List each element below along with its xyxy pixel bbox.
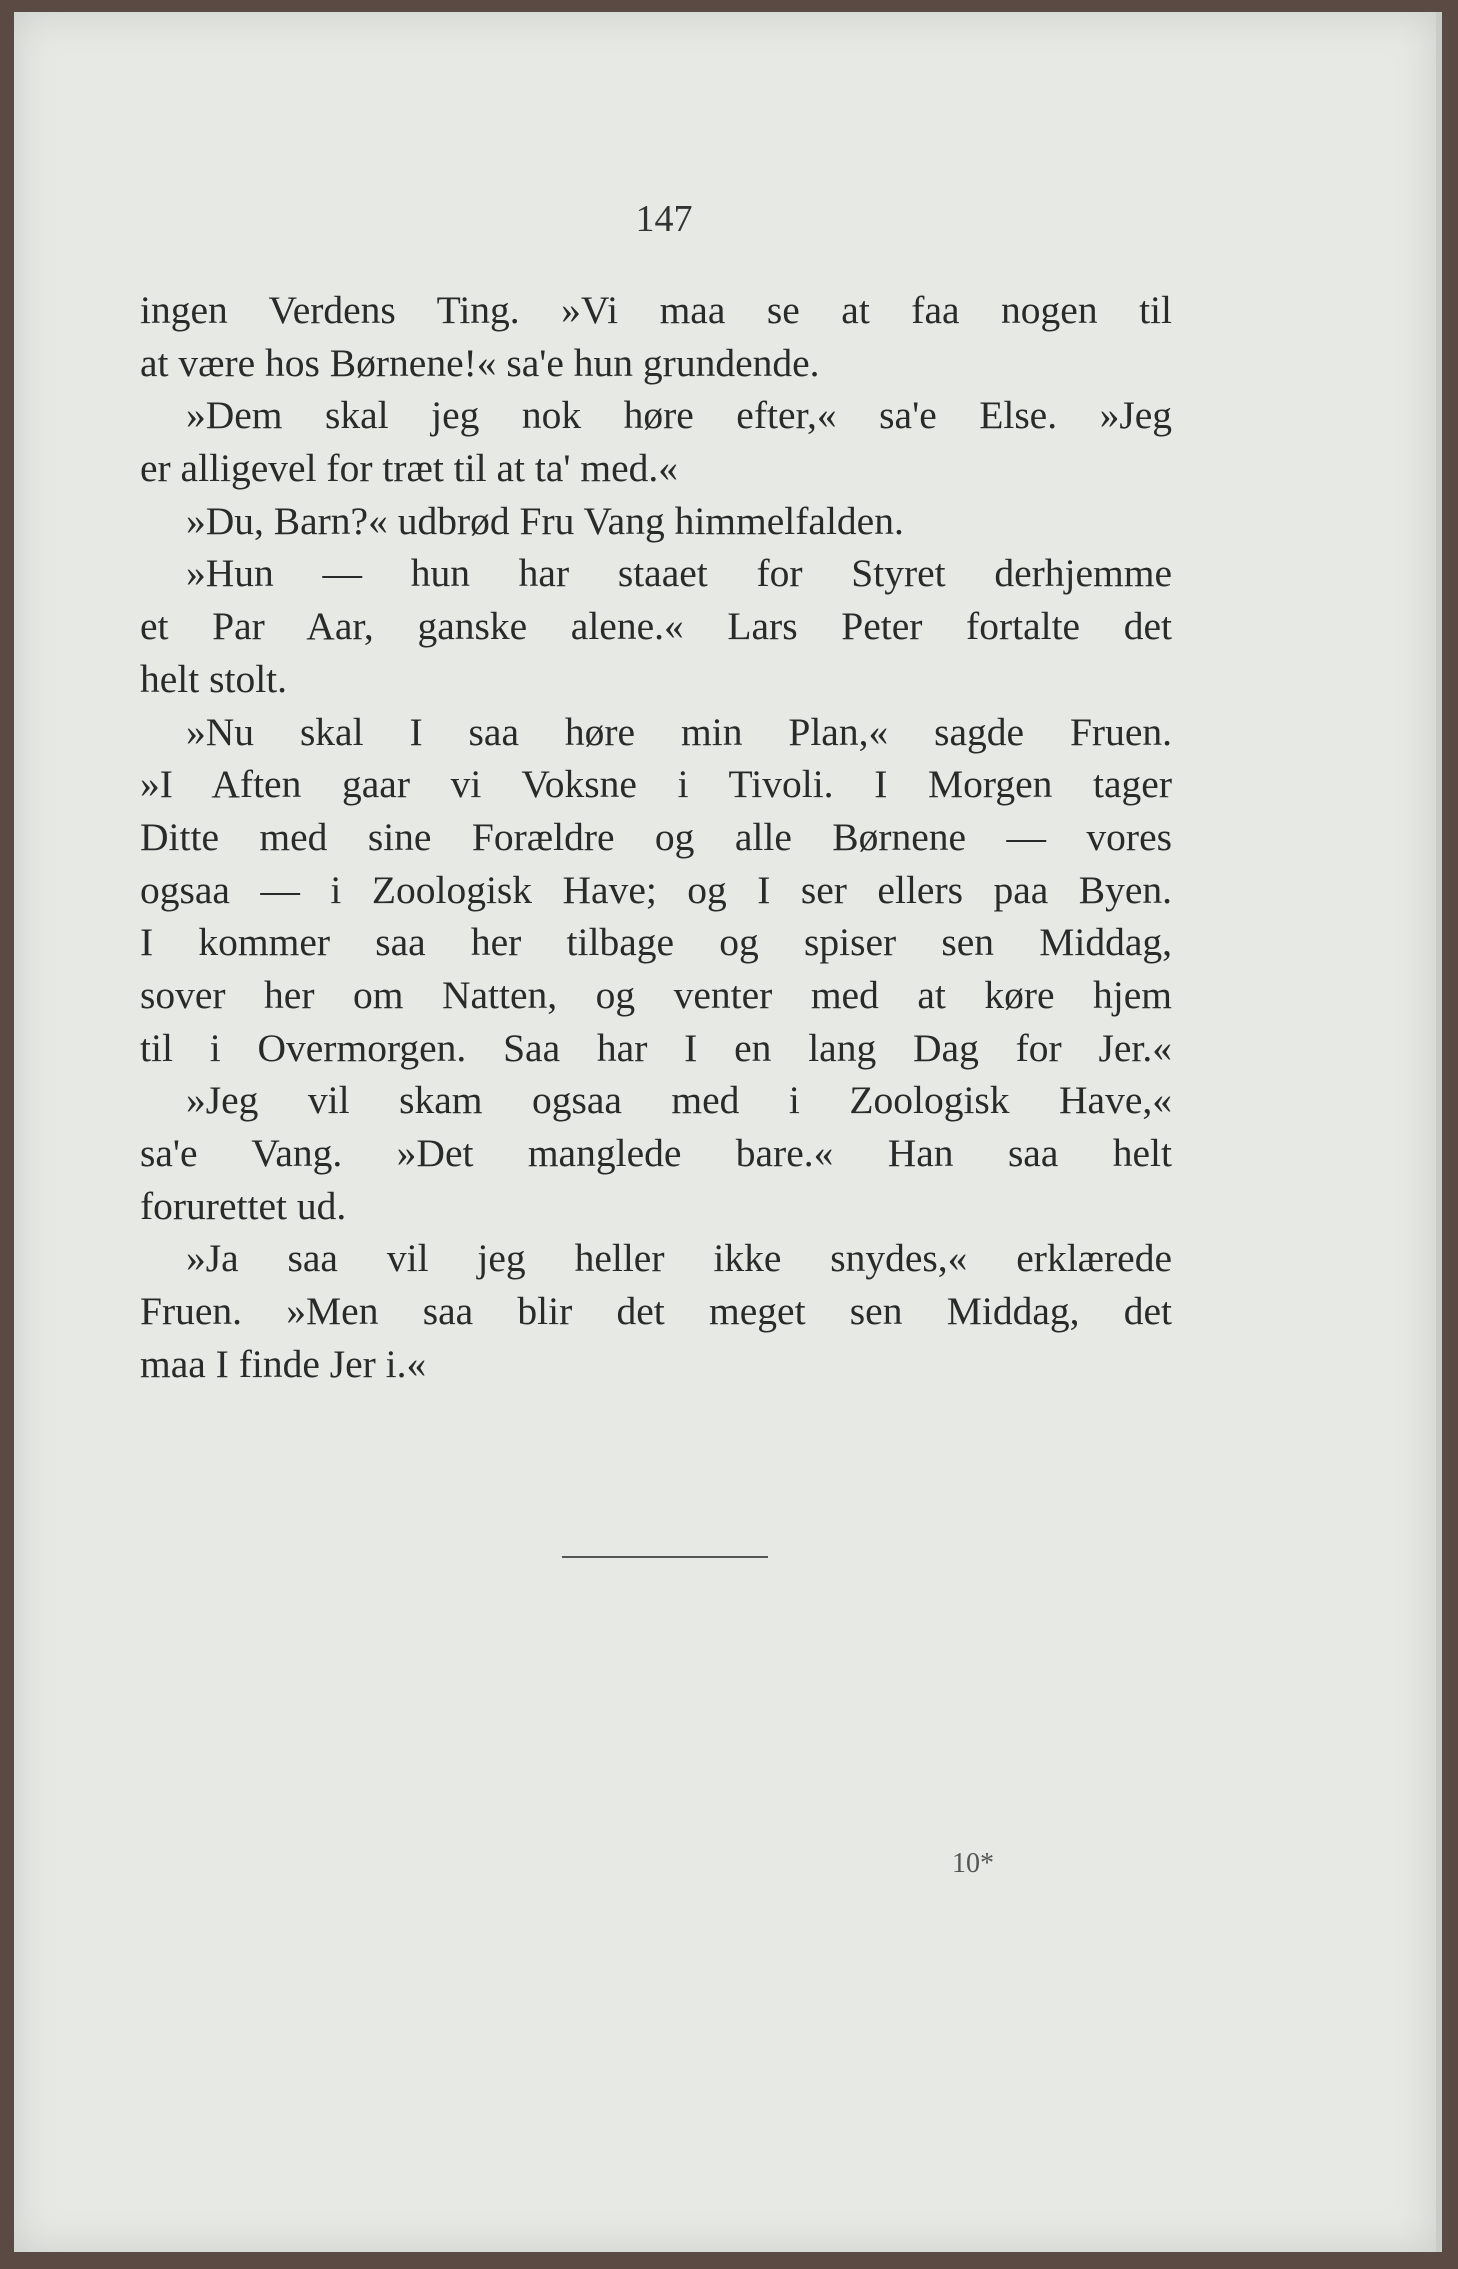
text-line: et Par Aar, ganske alene.« Lars Peter fortalte det [140, 604, 1172, 649]
text-line: »Dem skal jeg nok høre efter,« sa'e Else. »Jeg [186, 393, 1172, 438]
text-line: »Ja saa vil jeg heller ikke snydes,« erklærede [186, 1236, 1172, 1281]
body-text [140, 284, 1172, 1390]
text-line: maa I finde Jer i.« [140, 1341, 427, 1386]
signature-mark: 10* [952, 1848, 994, 1879]
book-page [14, 12, 1442, 2252]
text-line: Fruen. »Men saa blir det meget sen Middag, det [140, 1289, 1172, 1334]
page-number: 147 [635, 198, 693, 240]
text-line: Ditte med sine Forældre og alle Børnene — vores [140, 814, 1172, 859]
text-line: sa'e Vang. »Det manglede bare.« Han saa helt [140, 1131, 1172, 1175]
text-line: I kommer saa her tilbage og spiser sen Middag, [140, 920, 1172, 965]
text-line: at være hos Børnene!« sa'e hun grundende. [140, 340, 820, 385]
text-line: »I Aften gaar vi Voksne i Tivoli. I Morgen tager [140, 762, 1172, 807]
text-line: »Nu skal I saa høre min Plan,« sagde Fruen. [186, 709, 1172, 754]
text-line: til i Overmorgen. Saa har I en lang Dag for Jer.« [140, 1025, 1172, 1070]
text-line: forurettet ud. [140, 1183, 347, 1228]
section-rule [562, 1556, 768, 1558]
text-line: »Du, Barn?« udbrød Fru Vang himmelfalden. [186, 498, 904, 543]
text-line: ingen Verdens Ting. »Vi maa se at faa nogen til [140, 288, 1172, 332]
text-line: »Hun — hun har staaet for Styret derhjemme [186, 551, 1172, 596]
text-line: er alligevel for træt til at ta' med.« [140, 446, 678, 491]
text-line: sover her om Natten, og venter med at køre hjem [140, 972, 1172, 1017]
text-line: »Jeg vil skam ogsaa med i Zoologisk Have,« [186, 1078, 1172, 1123]
text-line: ogsaa — i Zoologisk Have; og I ser ellers paa Byen. [140, 867, 1172, 912]
text-line: helt stolt. [140, 656, 288, 701]
